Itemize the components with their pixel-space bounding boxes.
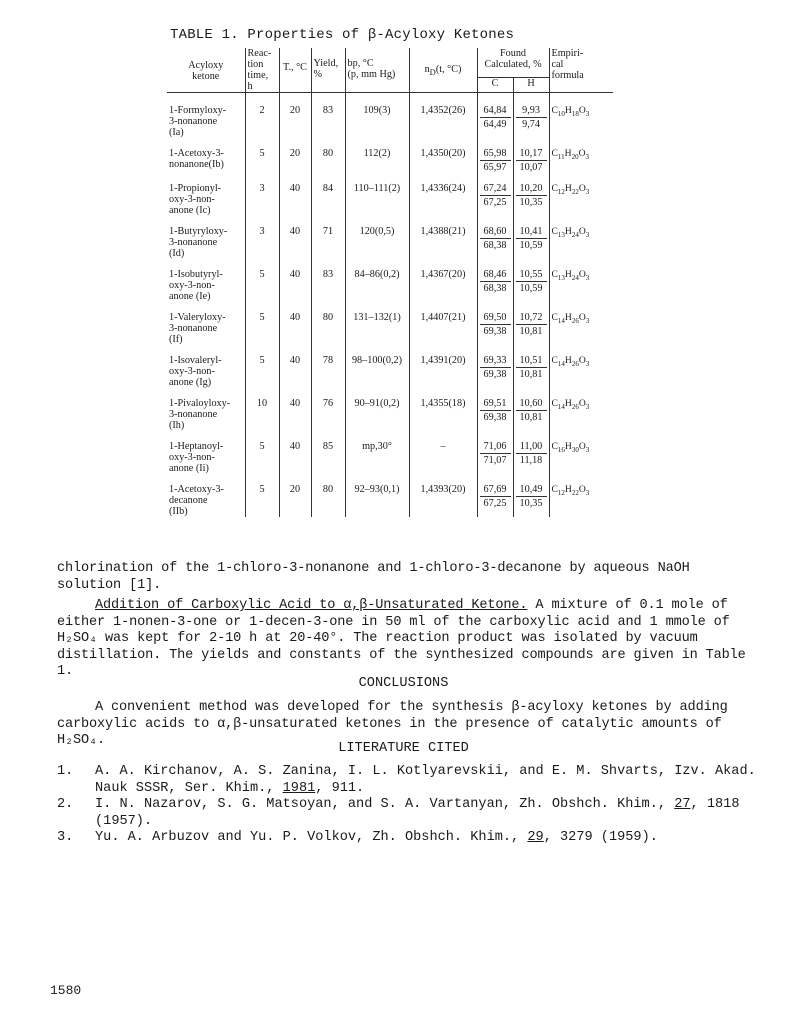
header-temperature: T., °C [279,48,311,93]
reaction-time: 2 [245,105,279,138]
refractive-index: 1,4407(21) [409,312,477,345]
carbon-found: 65,98 [480,148,511,161]
carbon-found: 69,51 [480,398,511,411]
acyloxy-ketone-name: 1-Propionyl- oxy-3-non- anone (Ic) [169,183,222,216]
empirical-formula: $C_{13}H_{24}O_3$ [549,226,613,259]
references-list [57,764,777,847]
hydrogen-calculated: 10,59 [519,283,543,294]
hydrogen-calculated: 11,18 [519,455,543,466]
table-row [167,484,613,517]
empirical-formula: $C_{16}H_{30}O_3$ [549,441,613,474]
acyloxy-ketone-name: 1-Valeryloxy- 3-nonanone (If) [169,312,226,345]
boiling-point: 90–91(0,2) [345,398,409,431]
table-row [167,312,613,345]
reference-pages: , 911. [315,780,365,796]
reference-number: 3. [57,830,74,845]
paragraph-addition [57,598,750,681]
hydrogen-found-calc [513,269,549,302]
acyloxy-ketone-name: 1-Acetoxy-3- nonanone(Ib) [169,148,224,170]
refractive-index: – [409,441,477,474]
reference-authors: A. A. Kirchanov, A. S. Zanina, I. L. Kotlyarevskii, and E. M. Shvarts, Izv. Akad. Nauk SSSR, Ser. Khim., [95,764,756,796]
carbon-found: 69,50 [480,312,511,325]
empirical-formula: $C_{14}H_{26}O_3$ [549,312,613,345]
reference-authors: I. N. Nazarov, S. G. Matsoyan, and S. A. Vartanyan, Zh. Obshch. Khim., [95,797,675,812]
hydrogen-found: 10,17 [516,148,547,161]
empirical-formula: $C_{12}H_{22}O_3$ [549,484,613,517]
row-spacer [167,216,613,226]
empirical-formula: $C_{11}H_{20}O_3$ [549,148,613,173]
empirical-formula: $C_{14}H_{26}O_3$ [549,398,613,431]
row-spacer [167,173,613,183]
hydrogen-calculated: 10,07 [519,162,543,173]
reference-number: 1. [57,764,74,779]
temperature: 20 [279,105,311,138]
header-acyloxy: Acyloxy ketone [167,48,245,93]
conclusions-heading: CONCLUSIONS [358,676,449,691]
acyloxy-ketone-name: 1-Formyloxy- 3-nonanone (Ia) [169,105,227,138]
table-row [167,355,613,388]
hydrogen-calculated: 10,81 [519,369,543,380]
header-refractive-index: $n_D(t$, °C) [409,48,477,93]
reference-text [95,764,777,797]
boiling-point: 84–86(0,2) [345,269,409,302]
table-row [167,441,613,474]
carbon-found-calc [477,312,513,345]
boiling-point: 120(0,5) [345,226,409,259]
temperature: 40 [279,398,311,431]
reaction-time: 5 [245,441,279,474]
carbon-found: 68,60 [480,226,511,239]
carbon-found: 71,06 [480,441,511,454]
carbon-found-calc [477,148,513,173]
temperature: 40 [279,312,311,345]
reference-authors: Yu. A. Arbuzov and Yu. P. Volkov, Zh. Obshch. Khim., [95,830,528,845]
boiling-point: 112(2) [345,148,409,173]
reaction-time: 5 [245,355,279,388]
refractive-index: 1,4336(24) [409,183,477,216]
empirical-formula: $C_{10}H_{18}O_3$ [549,105,613,138]
reference-text [95,797,777,830]
reference-item [57,764,777,797]
temperature: 20 [279,484,311,517]
row-spacer [167,388,613,398]
reaction-time: 5 [245,312,279,345]
yield: 80 [311,312,345,345]
carbon-found-calc [477,484,513,517]
empirical-formula: $C_{14}H_{26}O_3$ [549,355,613,388]
carbon-found-calc [477,105,513,138]
carbon-found: 67,69 [480,484,511,497]
hydrogen-found-calc [513,312,549,345]
carbon-calculated: 69,38 [483,326,507,337]
yield: 80 [311,484,345,517]
boiling-point: 131–132(1) [345,312,409,345]
refractive-index: 1,4388(21) [409,226,477,259]
carbon-calculated: 67,25 [483,197,507,208]
header-formula: Empiri- cal formula [549,48,613,93]
boiling-point: 110–111(2) [345,183,409,216]
literature-heading: LITERATURE CITED [338,741,469,756]
reaction-time: 5 [245,269,279,302]
reference-volume: 27 [674,797,691,812]
hydrogen-found: 10,72 [516,312,547,325]
hydrogen-found: 9,93 [516,105,547,118]
empirical-formula: $C_{12}H_{22}O_3$ [549,183,613,216]
table-row [167,226,613,259]
carbon-found-calc [477,183,513,216]
hydrogen-found: 10,55 [516,269,547,282]
hydrogen-found: 11,00 [516,441,547,454]
row-spacer [167,302,613,312]
hydrogen-found-calc [513,484,549,517]
temperature: 40 [279,441,311,474]
row-spacer [167,431,613,441]
carbon-calculated: 67,25 [483,498,507,509]
carbon-calculated: 65,97 [483,162,507,173]
hydrogen-found-calc [513,105,549,138]
hydrogen-found-calc [513,183,549,216]
table-row [167,105,613,138]
reference-volume: 1981 [282,780,316,796]
paragraph-chlorination: chlorination of the 1-chloro-3-nonanone and 1-chloro-3-decanone by aqueous NaOH solution [1]. [57,561,690,593]
acyloxy-ketone-name: 1-Heptanoyl- oxy-3-non- anone (Ii) [169,441,224,474]
row-spacer [167,345,613,355]
yield: 83 [311,105,345,138]
header-bp: bp, °C (p, mm Hg) [345,48,409,93]
reference-number: 2. [57,797,74,812]
acyloxy-ketone-name: 1-Isobutyryl- oxy-3-non- anone (Ie) [169,269,223,302]
carbon-calculated: 64,49 [483,119,507,130]
table-row [167,148,613,173]
row-spacer [167,259,613,269]
addition-heading: Addition of Carboxylic Acid to α,β-Unsaturated Ketone. [95,598,528,613]
carbon-found-calc [477,226,513,259]
table-title: TABLE 1. Properties of β-Acyloxy Ketones [170,27,515,43]
refractive-index: 1,4350(20) [409,148,477,173]
table-row [167,183,613,216]
hydrogen-found: 10,20 [516,183,547,196]
carbon-found: 68,46 [480,269,511,282]
boiling-point: mp,30° [345,441,409,474]
table-row [167,398,613,431]
properties-table [167,48,613,517]
hydrogen-calculated: 10,81 [519,412,543,423]
reference-pages: , 1818 (1957). [95,797,740,829]
carbon-found-calc [477,269,513,302]
carbon-calculated: 69,38 [483,412,507,423]
hydrogen-found-calc [513,355,549,388]
reaction-time: 5 [245,148,279,173]
empirical-formula: $C_{13}H_{24}O_3$ [549,269,613,302]
header-found-calculated: Found Calculated, % [477,48,549,77]
boiling-point: 109(3) [345,105,409,138]
hydrogen-found-calc [513,398,549,431]
carbon-found: 67,24 [480,183,511,196]
addition-body: A mixture of 0.1 mole of either 1-nonen-3-one or 1-decen-3-one in 50 ml of the carboxylic acid and 1 mmole of H₂SO₄ was kept for 2-10 h at 20-40°. The reaction product was isolated by vacuum distillation. The yields and constants of the synthesized compounds are given in Table 1. [57,598,746,679]
hydrogen-calculated: 9,74 [522,119,540,130]
acyloxy-ketone-name: 1-Pivaloyloxy- 3-nonanone (Ih) [169,398,231,431]
row-spacer [167,93,613,106]
hydrogen-found-calc [513,148,549,173]
boiling-point: 92–93(0,1) [345,484,409,517]
refractive-index: 1,4391(20) [409,355,477,388]
yield: 71 [311,226,345,259]
row-spacer [167,138,613,148]
hydrogen-calculated: 10,81 [519,326,543,337]
header-yield: Yield, % [311,48,345,93]
carbon-found: 69,33 [480,355,511,368]
carbon-found-calc [477,441,513,474]
refractive-index: 1,4367(20) [409,269,477,302]
reference-text [95,830,777,847]
carbon-calculated: 68,38 [483,240,507,251]
refractive-index: 1,4355(18) [409,398,477,431]
carbon-calculated: 71,07 [483,455,507,466]
temperature: 40 [279,226,311,259]
conclusions-body: A convenient method was developed for the synthesis β-acyloxy ketones by adding carboxylic acids to α,β-unsaturated ketones in the presence of catalytic amounts of H₂SO₄. [57,700,728,748]
hydrogen-found: 10,60 [516,398,547,411]
carbon-calculated: 69,38 [483,369,507,380]
yield: 83 [311,269,345,302]
hydrogen-found: 10,49 [516,484,547,497]
reaction-time: 10 [245,398,279,431]
refractive-index: 1,4352(26) [409,105,477,138]
temperature: 40 [279,269,311,302]
table-row [167,269,613,302]
reference-volume: 29 [527,830,544,845]
carbon-found-calc [477,355,513,388]
yield: 78 [311,355,345,388]
reference-item [57,830,777,847]
reference-pages: , 3279 (1959). [543,830,658,845]
hydrogen-calculated: 10,59 [519,240,543,251]
yield: 76 [311,398,345,431]
yield: 80 [311,148,345,173]
hydrogen-calculated: 10,35 [519,498,543,509]
boiling-point: 98–100(0,2) [345,355,409,388]
header-c: C [477,77,513,92]
yield: 84 [311,183,345,216]
acyloxy-ketone-name: 1-Acetoxy-3- decanone (IIb) [169,484,224,517]
reaction-time: 5 [245,484,279,517]
carbon-calculated: 68,38 [483,283,507,294]
header-reaction-time: Reac- tion time, h [245,48,279,93]
hydrogen-found-calc [513,441,549,474]
hydrogen-found: 10,51 [516,355,547,368]
row-spacer [167,474,613,484]
page-number: 1580 [50,983,82,998]
hydrogen-calculated: 10,35 [519,197,543,208]
carbon-found: 64,84 [480,105,511,118]
carbon-found-calc [477,398,513,431]
acyloxy-ketone-name: 1-Butyryloxy- 3-nonanone (Id) [169,226,228,259]
hydrogen-found-calc [513,226,549,259]
reaction-time: 3 [245,226,279,259]
reaction-time: 3 [245,183,279,216]
yield: 85 [311,441,345,474]
temperature: 20 [279,148,311,173]
hydrogen-found: 10,41 [516,226,547,239]
refractive-index: 1,4393(20) [409,484,477,517]
reference-item [57,797,777,830]
temperature: 40 [279,355,311,388]
temperature: 40 [279,183,311,216]
header-h: H [513,77,549,92]
acyloxy-ketone-name: 1-Isovaleryl- oxy-3-non- anone (Ig) [169,355,222,388]
